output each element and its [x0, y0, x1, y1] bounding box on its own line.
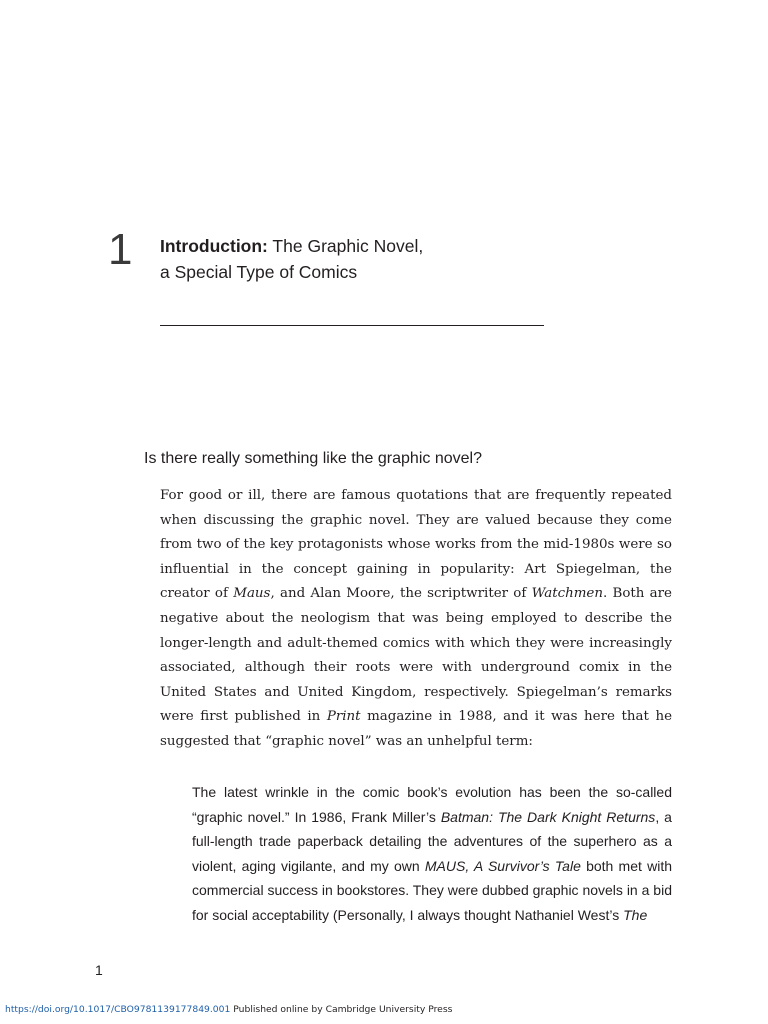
title-rule — [160, 325, 544, 326]
chapter-title-bold: Introduction: — [160, 236, 268, 256]
footer-published: Published online by Cambridge University Press — [230, 1004, 453, 1015]
body-title-watchmen: Watchmen — [531, 586, 603, 602]
quote-text: both met with commercial success in bookstores. They were dubbed graphic novels in a bid for social acceptability (Personally, I always thought Nathaniel West’s — [192, 857, 672, 923]
quote-title-batman: Batman: The Dark Knight Returns — [440, 808, 656, 825]
page-number: 1 — [95, 962, 103, 978]
quote-title-the: The — [623, 906, 648, 923]
section-heading: Is there really something like the graphic novel? — [144, 450, 482, 467]
body-title-maus: Maus — [233, 586, 271, 602]
doi-link[interactable]: https://doi.org/10.1017/CBO9781139177849.001 — [5, 1004, 231, 1015]
body-text: . Both are negative about the neologism that was being employed to describe the longer-length and adult-themed comics with which they were increasingly associated, although their roots were with underground comix in the United States and United Kingdom, respectively. Spiegelman’s remarks were first published in — [160, 586, 672, 725]
body-paragraph — [160, 484, 672, 755]
chapter-title — [160, 233, 560, 285]
body-text: magazine in 1988, and it was here that he suggested that “graphic novel” was an unhelpful term: — [160, 709, 672, 749]
quote-text: The latest wrinkle in the comic book’s evolution has been the so-called “graphic novel.” In 1986, Frank Miller’s — [192, 784, 672, 825]
chapter-title-line2: a Special Type of Comics — [160, 262, 358, 282]
body-text: For good or ill, there are famous quotations that are frequently repeated when discussing the graphic novel. They are valued because they come from two of the key protagonists whose works from the mid-1980s were so influential in the concept gaining in popularity: Art Spiegelman, the creator of — [160, 488, 672, 602]
quote-text: , a full-length trade paperback detailing the adventures of the superhero as a violent, aging vigilante, and my own — [192, 808, 672, 874]
quote-title-maus: MAUS, A Survivor’s Tale — [424, 857, 581, 874]
footer — [5, 1003, 452, 1017]
chapter-title-rest: The Graphic Novel, — [267, 236, 424, 256]
block-quote — [192, 780, 672, 928]
body-title-print: Print — [326, 709, 361, 725]
chapter-number: 1 — [108, 225, 133, 274]
body-text: , and Alan Moore, the scriptwriter of — [270, 586, 532, 602]
